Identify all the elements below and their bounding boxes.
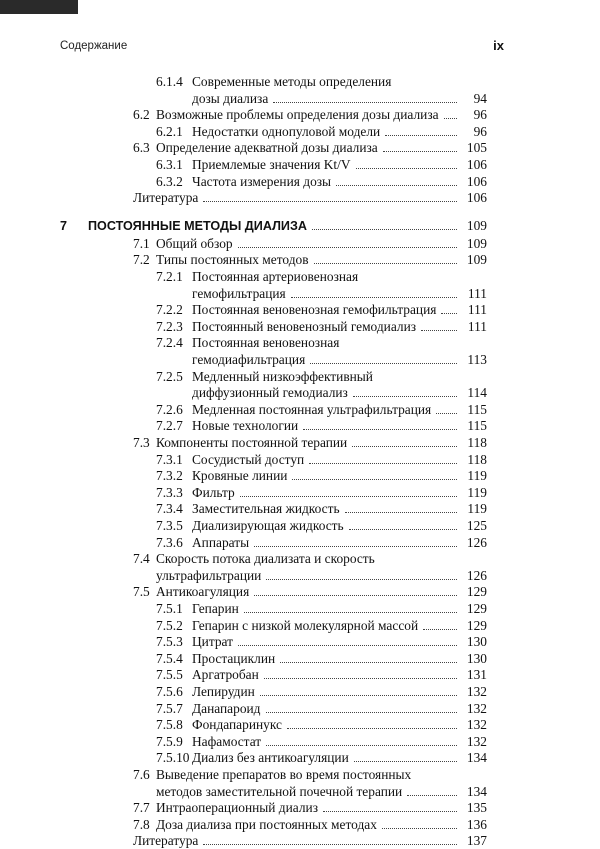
toc-entry-title: Постоянная артериовенозная xyxy=(192,269,359,285)
toc-entry-title: Антикоагуляция xyxy=(156,584,250,600)
toc-entry-line xyxy=(0,107,600,123)
toc-entry-line xyxy=(0,319,600,335)
toc-leader-dots xyxy=(254,595,457,596)
toc-entry-title: ультрафильтрации xyxy=(156,567,262,583)
toc-page-number: 106 xyxy=(466,190,487,206)
toc-entry-line xyxy=(0,252,600,268)
toc-entry-title: методов заместительной почечной терапии xyxy=(156,783,403,799)
toc-page-number: 132 xyxy=(466,717,487,733)
toc-entry-line xyxy=(0,584,600,600)
toc-page-number: 115 xyxy=(467,418,487,434)
toc-entry-line xyxy=(0,551,600,567)
toc-entry-line xyxy=(0,518,600,534)
toc-entry-title: Постоянный веновенозный гемодиализ xyxy=(192,318,417,334)
toc-page-number: 118 xyxy=(467,435,487,451)
toc-entry-line xyxy=(0,817,600,833)
toc-entry-number: 7.2 xyxy=(133,252,150,268)
toc-entry-title: Скорость потока диализата и скорость xyxy=(156,551,375,567)
toc-entry-number: 6.2.1 xyxy=(156,123,183,139)
toc-entry-title: Выведение препаратов во время постоянных xyxy=(156,767,412,783)
toc-entry-number: 6.1.4 xyxy=(156,74,183,89)
toc-leader-dots xyxy=(349,529,457,530)
toc-entry-title: Диализ без антикоагуляции xyxy=(192,750,349,766)
toc-entry-number: 7.6 xyxy=(133,767,150,783)
toc-entry-number: 7.5.1 xyxy=(156,601,183,617)
toc-page-number: 105 xyxy=(466,140,487,156)
toc-page-number: 109 xyxy=(466,218,487,234)
toc-entry-line xyxy=(0,568,600,584)
toc-page-number: 96 xyxy=(473,107,487,123)
toc-entry-title: гемодиафильтрация xyxy=(192,352,306,368)
toc-entry-number: 6.2 xyxy=(133,107,150,123)
toc-page-number: 129 xyxy=(466,601,487,617)
toc-entry-number: 7.2.4 xyxy=(156,335,183,351)
toc-leader-dots xyxy=(436,413,457,414)
toc-entry-title: Нафамостат xyxy=(192,733,262,749)
toc-leader-dots xyxy=(244,612,457,613)
toc-entry-title: Общий обзор xyxy=(156,235,233,251)
toc-leader-dots xyxy=(303,429,457,430)
toc-page-number: 132 xyxy=(466,700,487,716)
toc-entry-line xyxy=(0,485,600,501)
toc-entry-title: Заместительная жидкость xyxy=(192,501,340,517)
toc-entry-title: Фильтр xyxy=(192,484,235,500)
toc-leader-dots xyxy=(323,811,457,812)
toc-page-number: 96 xyxy=(473,123,487,139)
toc-page-number: 106 xyxy=(466,157,487,172)
toc-entry-line xyxy=(0,435,600,451)
toc-entry-number: 7.5.2 xyxy=(156,617,183,633)
toc-entry-line xyxy=(0,618,600,634)
toc-entry-number: 7.4 xyxy=(133,551,150,567)
toc-entry-line xyxy=(0,302,600,318)
toc-page-number: 126 xyxy=(466,534,487,550)
toc-leader-dots xyxy=(254,546,457,547)
toc-entry-number: 7.5 xyxy=(133,584,150,600)
toc-entry-line xyxy=(0,140,600,156)
toc-entry-line xyxy=(0,800,600,816)
toc-entry-title: Доза диализа при постоянных методах xyxy=(156,816,377,832)
toc-leader-dots xyxy=(266,579,457,580)
toc-page-number: 109 xyxy=(466,235,487,251)
toc-entry-number: 7.3.5 xyxy=(156,518,183,534)
toc-leader-dots xyxy=(292,479,457,480)
toc-entry-title: Возможные проблемы определения дозы диализа xyxy=(156,107,439,123)
toc-entry-line xyxy=(0,74,600,90)
toc-leader-dots xyxy=(291,297,457,298)
toc-leader-dots xyxy=(310,363,457,364)
toc-entry-number: 6.3.1 xyxy=(156,157,183,172)
toc-entry-title: Гепарин xyxy=(192,601,239,617)
toc-entry-line xyxy=(0,501,600,517)
toc-entry-line xyxy=(0,667,600,683)
toc-entry-title: дозы диализа xyxy=(192,90,269,106)
toc-entry-number: 7.5.6 xyxy=(156,684,183,700)
toc-entry-title: Данапароид xyxy=(192,700,261,716)
toc-entry-number: 7.5.4 xyxy=(156,650,183,666)
toc-entry-title: Приемлемые значения Kt/V xyxy=(192,157,351,172)
toc-entry-line xyxy=(0,269,600,285)
toc-leader-dots xyxy=(383,151,457,152)
toc-entry-line xyxy=(0,750,600,766)
toc-entry-line xyxy=(0,634,600,650)
toc-entry-number: 7.3.4 xyxy=(156,501,183,517)
toc-leader-dots xyxy=(421,330,457,331)
toc-entry-title: Компоненты постоянной терапии xyxy=(156,435,348,451)
toc-page-number: 113 xyxy=(467,352,487,368)
toc-entry-number: 7.2.1 xyxy=(156,269,183,285)
toc-leader-dots xyxy=(203,844,457,845)
toc-leader-dots xyxy=(336,185,457,186)
toc-entry-title: Цитрат xyxy=(192,634,233,650)
toc-entry-line xyxy=(0,418,600,434)
toc-leader-dots xyxy=(352,446,457,447)
toc-page-number: 119 xyxy=(467,484,487,500)
toc-entry-line xyxy=(0,157,600,173)
toc-entry-number: 7.2.7 xyxy=(156,418,183,434)
toc-entry-number: 7 xyxy=(60,219,68,234)
toc-entry-title: Сосудистый доступ xyxy=(192,451,305,467)
toc-page-number: 136 xyxy=(466,816,487,832)
toc-entry-line xyxy=(0,402,600,418)
toc-page-number: 119 xyxy=(467,468,487,484)
toc-page-number: 111 xyxy=(467,318,487,334)
toc-entry-number: 7.3.3 xyxy=(156,484,183,500)
toc-entry-title: Гепарин с низкой молекулярной массой xyxy=(192,617,419,633)
toc-page-number: 94 xyxy=(473,90,487,106)
toc-entry-title: Медленный низкоэффективный xyxy=(192,368,373,384)
toc-entry-number: 6.3 xyxy=(133,140,150,156)
toc-page-number: 130 xyxy=(466,650,487,666)
toc-page-number: 111 xyxy=(467,285,487,301)
toc-page-number: 135 xyxy=(466,800,487,816)
toc-entry-line xyxy=(0,236,600,252)
toc-page-number: 134 xyxy=(466,750,487,766)
toc-entry-number: 6.3.2 xyxy=(156,173,183,189)
toc-leader-dots xyxy=(382,828,457,829)
toc-entry-title: Постоянная веновенозная гемофильтрация xyxy=(192,302,437,318)
toc-entry-line xyxy=(0,335,600,351)
toc-leader-dots xyxy=(423,629,457,630)
toc-leader-dots xyxy=(353,396,457,397)
toc-entry-line xyxy=(0,767,600,783)
toc-page-number: 109 xyxy=(466,252,487,268)
toc-entry-line xyxy=(0,784,600,800)
toc-leader-dots xyxy=(238,645,457,646)
toc-page-number: 132 xyxy=(466,733,487,749)
toc-entry-number: 7.5.8 xyxy=(156,717,183,733)
toc-leader-dots xyxy=(314,263,457,264)
toc-leader-dots xyxy=(260,695,457,696)
toc-leader-dots xyxy=(203,201,457,202)
toc-leader-dots xyxy=(345,512,457,513)
toc-page-number: 125 xyxy=(466,518,487,534)
toc-leader-dots xyxy=(264,678,457,679)
toc-entry-title: Медленная постоянная ультрафильтрация xyxy=(192,401,432,417)
toc-entry-line xyxy=(0,717,600,733)
toc-entry-line xyxy=(0,174,600,190)
toc-entry-number: 7.1 xyxy=(133,235,150,251)
toc-entry-line xyxy=(0,452,600,468)
toc-leader-dots xyxy=(273,102,457,103)
toc-entry-line xyxy=(0,651,600,667)
toc-leader-dots xyxy=(280,662,457,663)
toc-leader-dots xyxy=(266,712,458,713)
toc-entry-line xyxy=(0,601,600,617)
toc-page-number: 118 xyxy=(467,451,487,467)
toc-entry-number: 7.5.3 xyxy=(156,634,183,650)
toc-entry-title: Кровяные линии xyxy=(192,468,288,484)
toc-entry-number: 7.5.10 xyxy=(156,750,190,766)
toc-entry-title: Аргатробан xyxy=(192,667,259,683)
toc-entry-title: диффузионный гемодиализ xyxy=(192,385,348,401)
toc-entry-line xyxy=(0,734,600,750)
toc-entry-title: ПОСТОЯННЫЕ МЕТОДЫ ДИАЛИЗА xyxy=(88,219,307,234)
toc-entry-number: 7.3.6 xyxy=(156,534,183,550)
toc-entry-title: Аппараты xyxy=(192,534,250,550)
toc-entry-line xyxy=(0,385,600,401)
toc-entry-title: Фондапаринукс xyxy=(192,717,282,733)
toc-entry-number: 7.3 xyxy=(133,435,150,451)
toc-leader-dots xyxy=(266,745,457,746)
toc-entry-title: Новые технологии xyxy=(192,418,299,434)
toc-entry-line xyxy=(0,684,600,700)
toc-entry-number: 7.2.3 xyxy=(156,318,183,334)
toc-entry-number: 7.3.1 xyxy=(156,451,183,467)
toc-leader-dots xyxy=(444,118,457,119)
toc-entry-line xyxy=(0,124,600,140)
toc-entry-line xyxy=(0,369,600,385)
toc-page-number: 129 xyxy=(466,617,487,633)
toc-entry-number: 7.7 xyxy=(133,800,150,816)
toc-page-number: 134 xyxy=(466,783,487,799)
toc-page-number: 131 xyxy=(466,667,487,683)
toc-page-number: 129 xyxy=(466,584,487,600)
toc-entry-number: 7.5.7 xyxy=(156,700,183,716)
toc-entry-line xyxy=(0,535,600,551)
toc-entry-title: Простациклин xyxy=(192,650,276,666)
toc-leader-dots xyxy=(312,229,457,230)
toc-entry-title: Лепирудин xyxy=(192,684,255,700)
toc-page-number: 132 xyxy=(466,684,487,700)
toc-entry-line xyxy=(0,91,600,107)
toc-leader-dots xyxy=(309,463,457,464)
toc-page-number: 137 xyxy=(466,833,487,849)
toc-leader-dots xyxy=(356,168,458,169)
toc-leader-dots xyxy=(441,313,457,314)
toc-entry-number: 7.2.5 xyxy=(156,368,183,384)
toc-page-number: 114 xyxy=(467,385,487,401)
toc-page-number: 106 xyxy=(466,173,487,189)
toc-leader-dots xyxy=(238,247,457,248)
toc-entry-title: Современные методы определения xyxy=(192,74,392,89)
toc-leader-dots xyxy=(287,728,457,729)
toc-entry-number: 7.2.6 xyxy=(156,401,183,417)
toc-entry-title: Интраоперационный диализ xyxy=(156,800,318,816)
toc-page-number: 115 xyxy=(467,401,487,417)
toc-entry-number: 7.2.2 xyxy=(156,302,183,318)
toc-page-number: 130 xyxy=(466,634,487,650)
toc-entry-number: 7.8 xyxy=(133,816,150,832)
toc-leader-dots xyxy=(407,795,457,796)
running-header-title: Содержание xyxy=(60,40,128,52)
toc-entry-line xyxy=(0,286,600,302)
toc-leader-dots xyxy=(240,496,457,497)
toc-entry-title: Литература xyxy=(133,833,199,849)
toc-entry-line xyxy=(0,352,600,368)
toc-entry-number: 7.3.2 xyxy=(156,468,183,484)
toc-page-number: 126 xyxy=(466,567,487,583)
toc-entry-number: 7.5.5 xyxy=(156,667,183,683)
toc-entry-title: Недостатки однопуловой модели xyxy=(192,123,381,139)
toc-entry-line xyxy=(0,218,600,234)
toc-entry-line xyxy=(0,701,600,717)
toc-entry-title: Литература xyxy=(133,190,199,206)
toc-entry-title: Частота измерения дозы xyxy=(192,173,332,189)
running-header-page-number: ix xyxy=(493,38,504,53)
toc-entry-title: Диализирующая жидкость xyxy=(192,518,344,534)
toc-page-number: 111 xyxy=(467,302,487,318)
toc-entry-title: Определение адекватной дозы диализа xyxy=(156,140,378,156)
toc-entry-line xyxy=(0,190,600,206)
toc-entry-title: гемофильтрация xyxy=(192,285,286,301)
toc-leader-dots xyxy=(385,135,457,136)
toc-leader-dots xyxy=(354,761,457,762)
toc-page-number: 119 xyxy=(467,501,487,517)
toc-entry-title: Типы постоянных методов xyxy=(156,252,309,268)
toc-entry-line xyxy=(0,468,600,484)
toc-entry-line xyxy=(0,833,600,849)
toc-entry-title: Постоянная веновенозная xyxy=(192,335,340,351)
toc-entry-number: 7.5.9 xyxy=(156,733,183,749)
